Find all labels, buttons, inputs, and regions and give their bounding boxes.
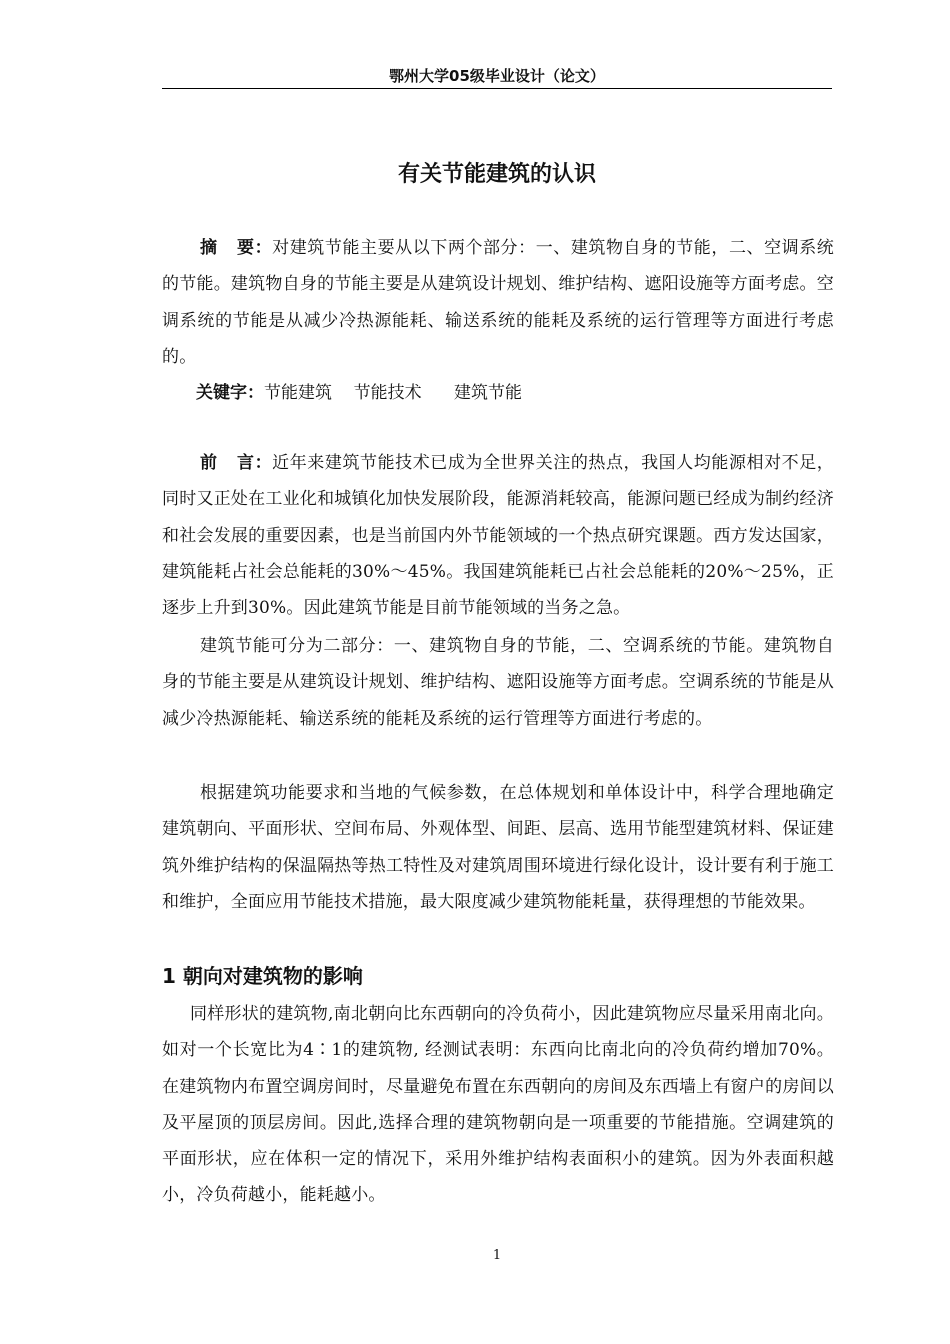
keywords-line	[196, 378, 522, 408]
keywords-text: 节能建筑 节能技术 建筑节能	[264, 383, 523, 403]
abstract-text: 对建筑节能主要从以下两个部分：一、建筑物自身的节能，二、空调系统的节能。建筑物自身的节能主要是从建筑设计规划、维护结构、遮阳设施等方面考虑。空调系统的节能是从减少冷热源能耗、输送系统的能耗及系统的运行管理等方面进行考虑的。	[162, 238, 834, 367]
keywords-label: 关键字：	[196, 383, 264, 403]
section-paragraph: 同样形状的建筑物,南北朝向比东西朝向的冷负荷小，因此建筑物应尽量采用南北向。如对一个长宽比为4∶1的建筑物, 经测试表明：东西向比南北向的冷负荷约增加70%。在建筑物内布置空调房间时，尽量避免布置在东西朝向的房间及东西墙上有窗户的房间以及平屋顶的顶层房间。因此,选择合理的建筑物朝向是一项重要的节能措施。空调建筑的平面形状，应在体积一定的情况下，采用外维护结构表面积小的建筑。因为外表面积越小，冷负荷越小，能耗越小。	[162, 1004, 834, 1206]
running-header: 鄂州大学05级毕业设计（论文）	[389, 67, 605, 85]
abstract-paragraph	[162, 230, 834, 375]
preface-label: 前 言：	[200, 453, 273, 473]
header-divider	[162, 88, 832, 89]
abstract-label: 摘 要：	[200, 238, 273, 258]
body-paragraph-2: 建筑节能可分为二部分：一、建筑物自身的节能，二、空调系统的节能。建筑物自身的节能主要是从建筑设计规划、维护结构、遮阳设施等方面考虑。空调系统的节能是从减少冷热源能耗、输送系统的能耗及系统的运行管理等方面进行考虑的。	[162, 636, 834, 729]
body-paragraph-3: 根据建筑功能要求和当地的气候参数，在总体规划和单体设计中，科学合理地确定建筑朝向、平面形状、空间布局、外观体型、间距、层高、选用节能型建筑材料、保证建筑外维护结构的保温隔热等热工特性及对建筑周围环境进行绿化设计，设计要有利于施工和维护，全面应用节能技术措施，最大限度减少建筑物能耗量，获得理想的节能效果。	[162, 783, 834, 912]
document-title: 有关节能建筑的认识	[397, 162, 596, 187]
preface-text: 近年来建筑节能技术已成为全世界关注的热点，我国人均能源相对不足，同时又正处在工业化和城镇化加快发展阶段，能源消耗较高，能源问题已经成为制约经济和社会发展的重要因素，也是当前国内外节能领域的一个热点研究课题。西方发达国家，建筑能耗占社会总能耗的30%～45%。我国建筑能耗已占社会总能耗的20%～25%，正逐步上升到30%。因此建筑节能是目前节能领域的当务之急。	[162, 453, 834, 619]
page-number: 1	[492, 1248, 502, 1263]
preface-paragraph	[162, 445, 834, 626]
section-heading: 1 朝向对建筑物的影响	[162, 964, 363, 988]
